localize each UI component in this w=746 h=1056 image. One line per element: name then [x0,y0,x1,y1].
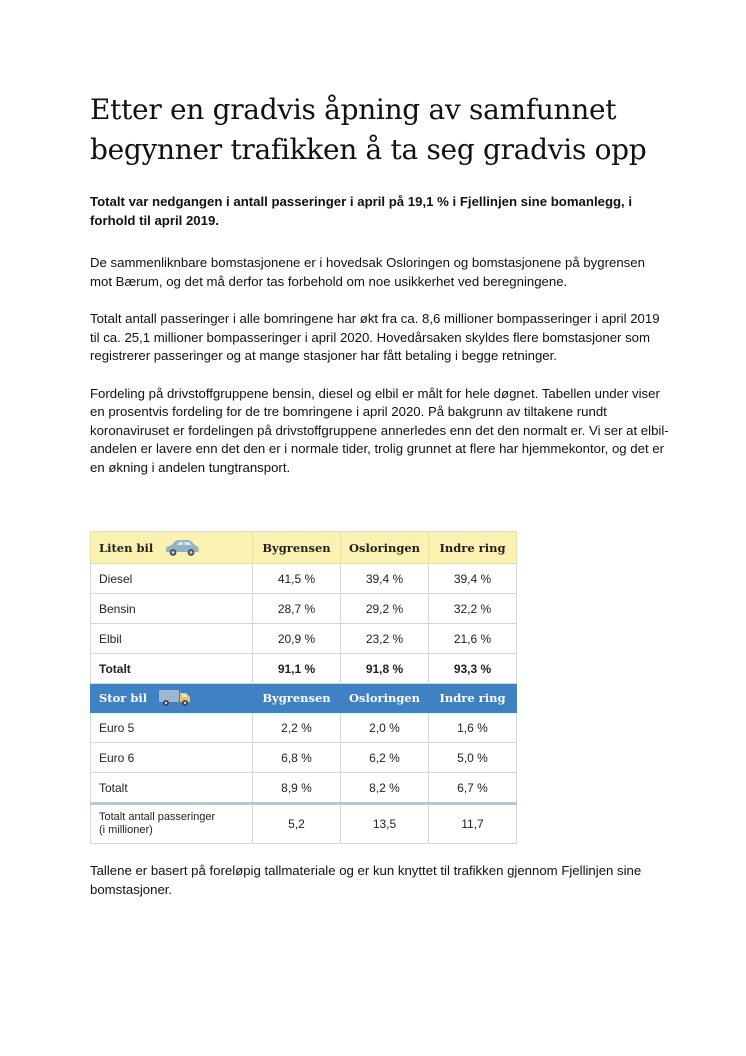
table-cell: 5,2 [253,804,341,844]
table-cell: 2,2 % [253,713,341,743]
document-page [90,90,670,897]
row-label: Elbil [91,624,253,654]
large-car-header-row [91,684,517,713]
row-label: Euro 5 [91,713,253,743]
table-cell: 1,6 % [429,713,517,743]
column-header: Osloringen [341,532,429,564]
row-label-unit: (i millioner) [99,824,153,836]
column-header: Bygrensen [253,684,341,713]
column-header: Bygrensen [253,532,341,564]
table-row-total [91,654,517,684]
small-car-header-label: Liten bil [99,540,154,555]
table-cell: 29,2 % [341,594,429,624]
table-row [91,624,517,654]
footnote-paragraph: Tallene er basert på foreløpig tallmateriale og er kun knyttet til trafikken gjennom Fjellinjen sine bomstasjoner. [90,863,642,897]
table-cell: 8,2 % [341,773,429,804]
table-row [91,594,517,624]
table-cell: 8,9 % [253,773,341,804]
body-paragraph: De sammenliknbare bomstasjonene er i hovedsak Osloringen og bomstasjonene på bygrensen mot Bærum, og det må derfor tas forbehold om noe usikkerhet ved beregningene. [90,255,645,289]
total-passings-row [91,804,517,844]
column-header: Indre ring [429,532,517,564]
table-cell: 91,8 % [341,654,429,684]
table-cell: 20,9 % [253,624,341,654]
table-cell: 28,7 % [253,594,341,624]
table-cell: 41,5 % [253,564,341,594]
truck-icon [157,688,193,708]
fuel-distribution-table [90,531,516,844]
row-label: Diesel [91,564,253,594]
row-label: Totalt [91,654,253,684]
table-cell: 5,0 % [429,743,517,773]
table-row [91,564,517,594]
body-paragraph: Totalt antall passeringer i alle bomringene har økt fra ca. 8,6 millioner bompasseringer i april 2019 til ca. 25,1 millioner bompasseringer i april 2020. Hovedårsaken skyldes flere bomstasjoner som registrerer passeringer og at mange stasjoner har fått betaling i begge retninger. [90,311,660,363]
row-label: Euro 6 [91,743,253,773]
row-label: Totalt antall passeringer [99,811,216,823]
table-cell: 39,4 % [429,564,517,594]
table-cell: 32,2 % [429,594,517,624]
row-label: Bensin [91,594,253,624]
table-row [91,743,517,773]
large-car-header-label: Stor bil [99,691,148,705]
table-cell: 23,2 % [341,624,429,654]
small-car-header-row [91,532,517,564]
lead-paragraph: Totalt var nedgangen i antall passeringer i april på 19,1 % i Fjellinjen sine bomanlegg, i forhold til april 2019. [90,194,633,228]
table-cell: 11,7 [429,804,517,844]
row-label: Totalt [91,773,253,804]
table-cell: 6,8 % [253,743,341,773]
table-cell: 2,0 % [341,713,429,743]
table-cell: 13,5 [341,804,429,844]
table-cell: 6,2 % [341,743,429,773]
table-row [91,713,517,743]
body-paragraph: Fordeling på drivstoffgruppene bensin, diesel og elbil er målt for hele døgnet. Tabellen under viser en prosentvis fordeling for de tre bomringene i april 2020. På bakgrunn av tiltakene rundt koronaviruset er fordelingen på drivstoffgruppene annerledes enn det den normalt er. Vi ser at elbil-andelen er lavere enn det den er i normale tider, trolig grunnet at flere har hjemmekontor, og det er en økning i andelen tungtransport. [90,385,669,475]
table-cell: 93,3 % [429,654,517,684]
table-cell: 91,1 % [253,654,341,684]
column-header: Osloringen [341,684,429,713]
table-cell: 6,7 % [429,773,517,804]
table-cell: 39,4 % [341,564,429,594]
column-header: Indre ring [429,684,517,713]
page-title: Etter en gradvis åpning av samfunnet begynner trafikken å ta seg gradvis opp [90,93,647,166]
table-row-total [91,773,517,804]
table-cell: 21,6 % [429,624,517,654]
car-icon [163,538,201,558]
